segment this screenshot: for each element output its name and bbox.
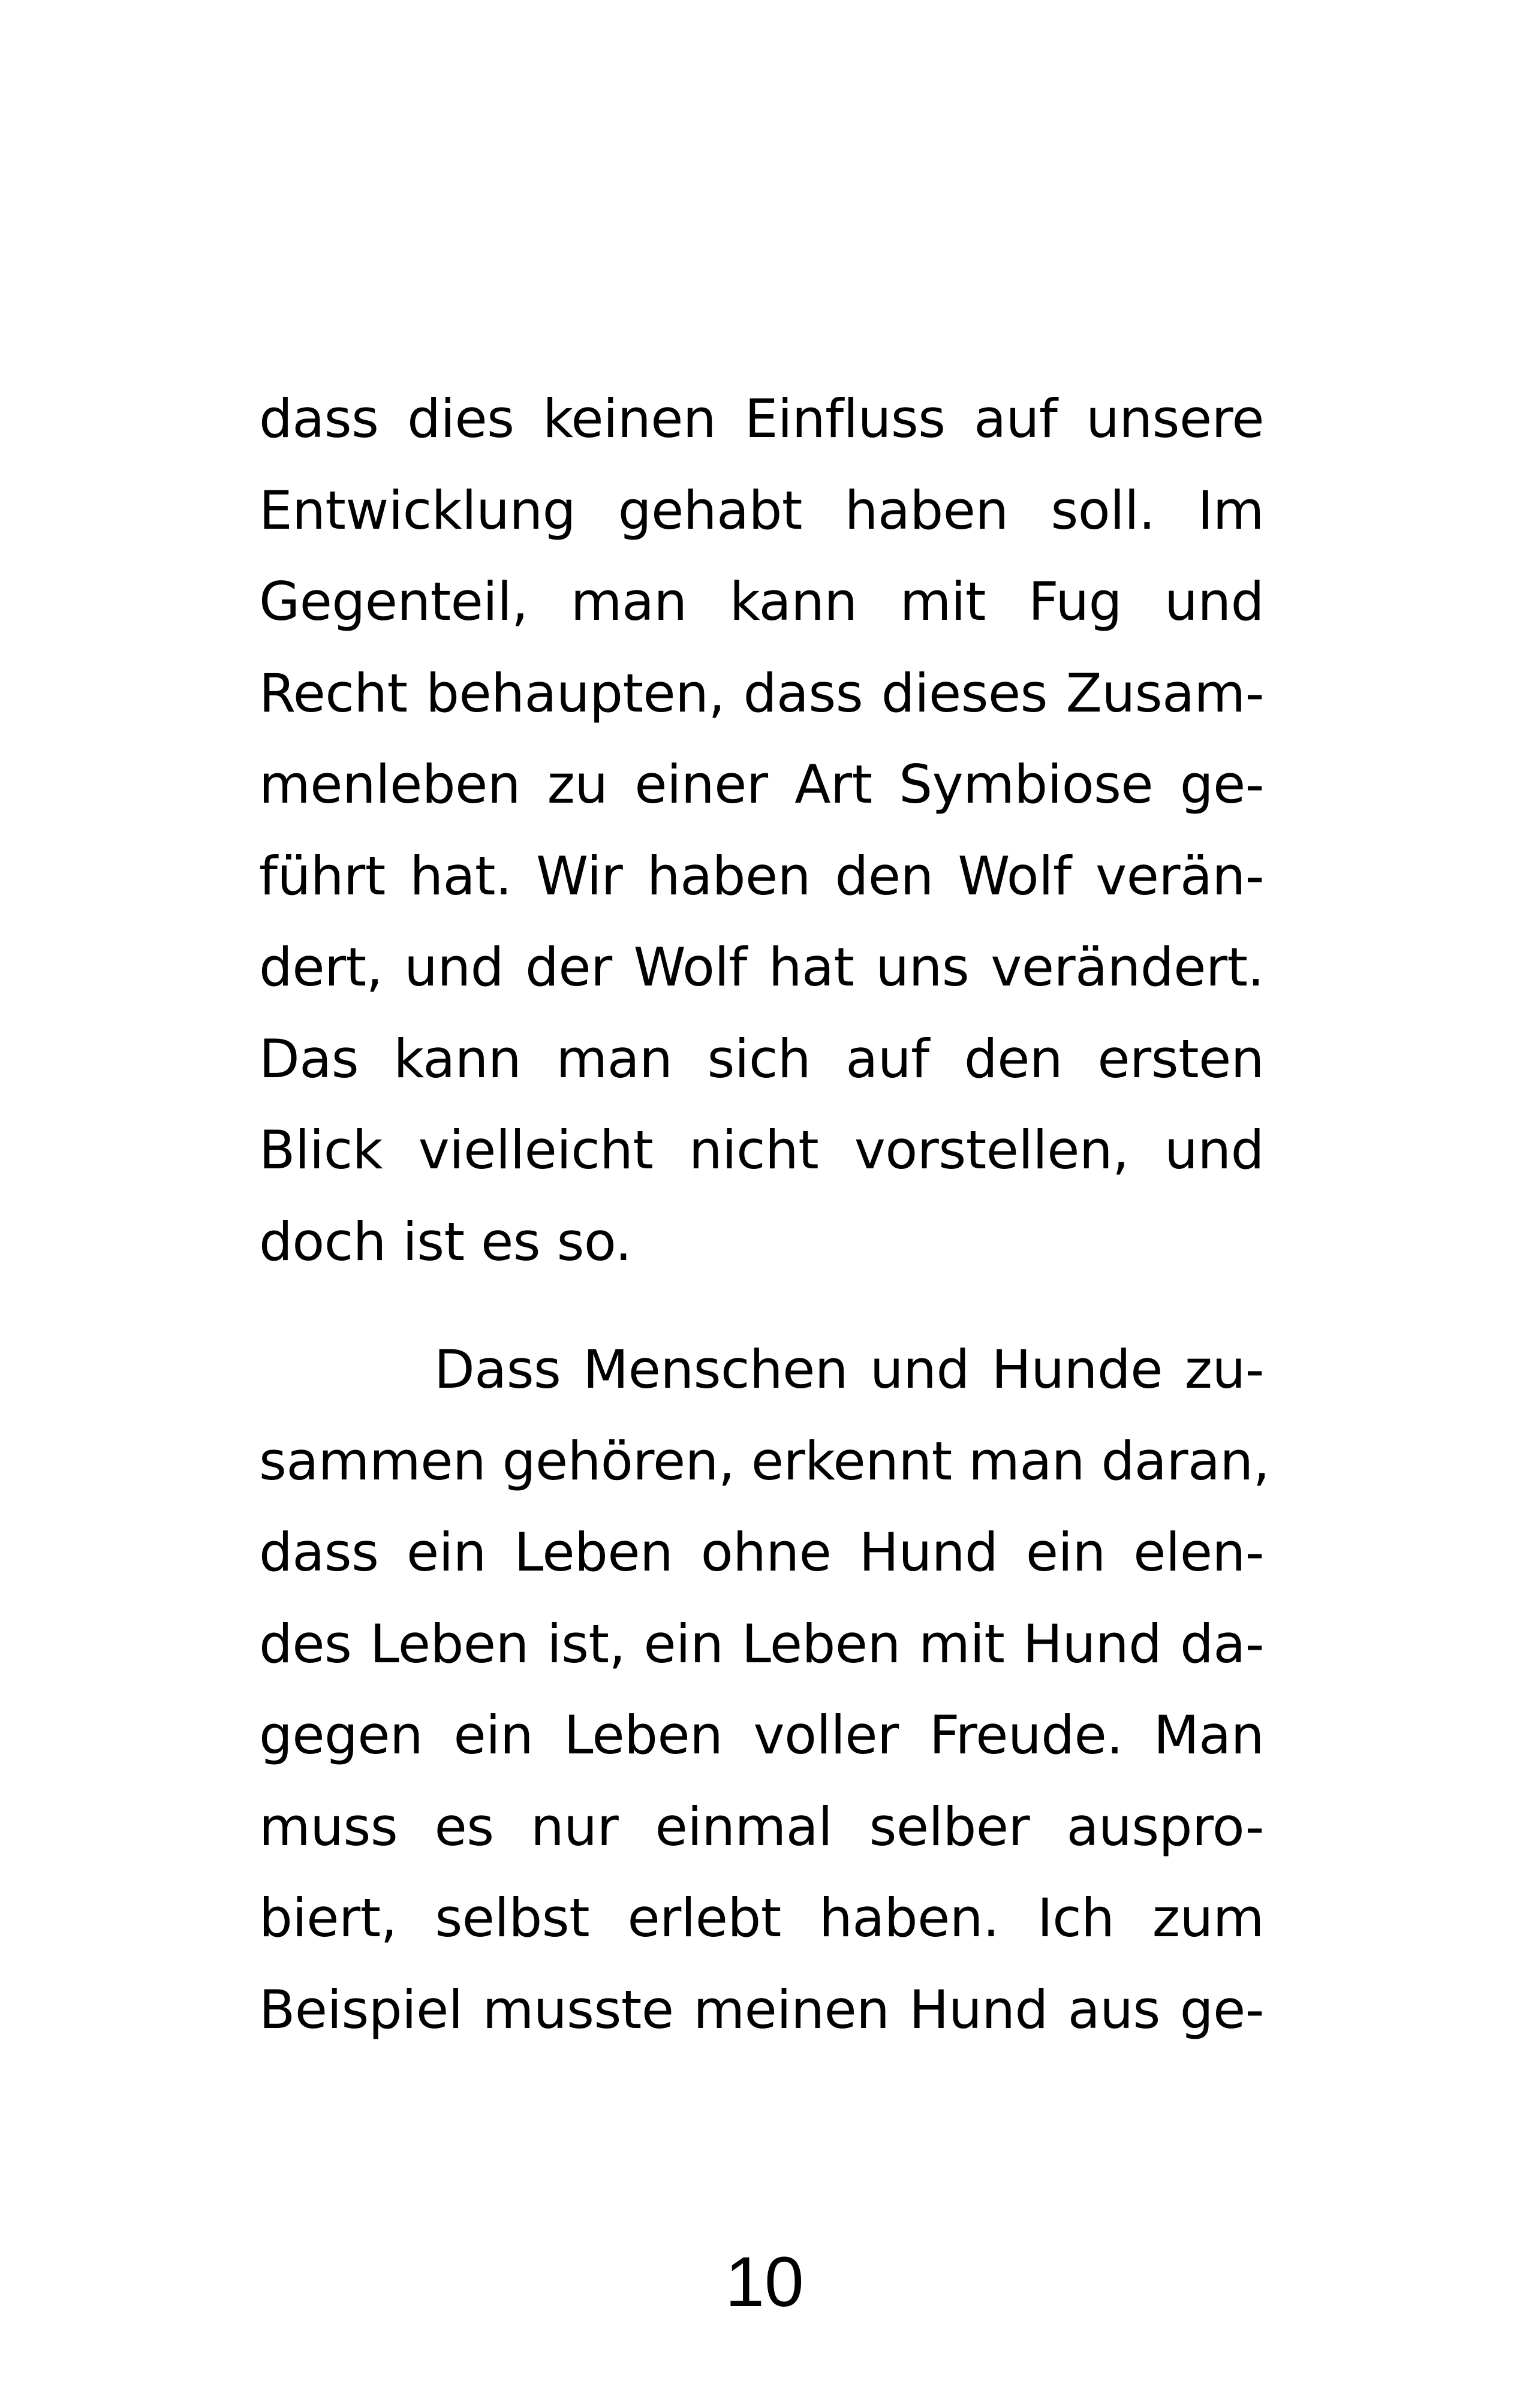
text-line: führt hat. Wir haben den Wolf verän-: [259, 845, 1264, 907]
text-line: Das kann man sich auf den ersten: [259, 1027, 1264, 1090]
text-line: Beispiel musste meinen Hund aus ge-: [259, 1978, 1264, 2041]
text-line: sammen gehören, erkennt man daran,: [259, 1430, 1270, 1492]
text-line: Entwicklung gehabt haben soll. Im: [259, 479, 1264, 541]
text-line: dass dies keinen Einfluss auf unsere: [259, 388, 1264, 450]
text-line: biert, selbst erlebt haben. Ich zum: [259, 1887, 1264, 1949]
text-line: muss es nur einmal selber auspro-: [259, 1795, 1264, 1858]
text-line: Gegenteil, man kann mit Fug und: [259, 571, 1264, 632]
paragraph-2: [259, 1324, 1270, 2056]
text-line: menleben zu einer Art Symbiose ge-: [259, 754, 1264, 815]
text-line: doch ist es so.: [259, 1210, 632, 1273]
text-line: gegen ein Leben voller Freude. Man: [259, 1704, 1264, 1766]
page-number: 10: [725, 2243, 804, 2322]
text-line: Recht behaupten, dass dieses Zusam-: [259, 662, 1264, 724]
text-line: dass ein Leben ohne Hund ein elen-: [259, 1521, 1264, 1583]
paragraph-1: [259, 373, 1264, 1288]
text-line: Blick vielleicht nicht vorstellen, und: [259, 1119, 1264, 1181]
text-line: Dass Menschen und Hunde zu-: [434, 1339, 1264, 1400]
text-line: dert, und der Wolf hat uns verändert.: [259, 936, 1264, 998]
text-line: des Leben ist, ein Leben mit Hund da-: [259, 1613, 1264, 1675]
